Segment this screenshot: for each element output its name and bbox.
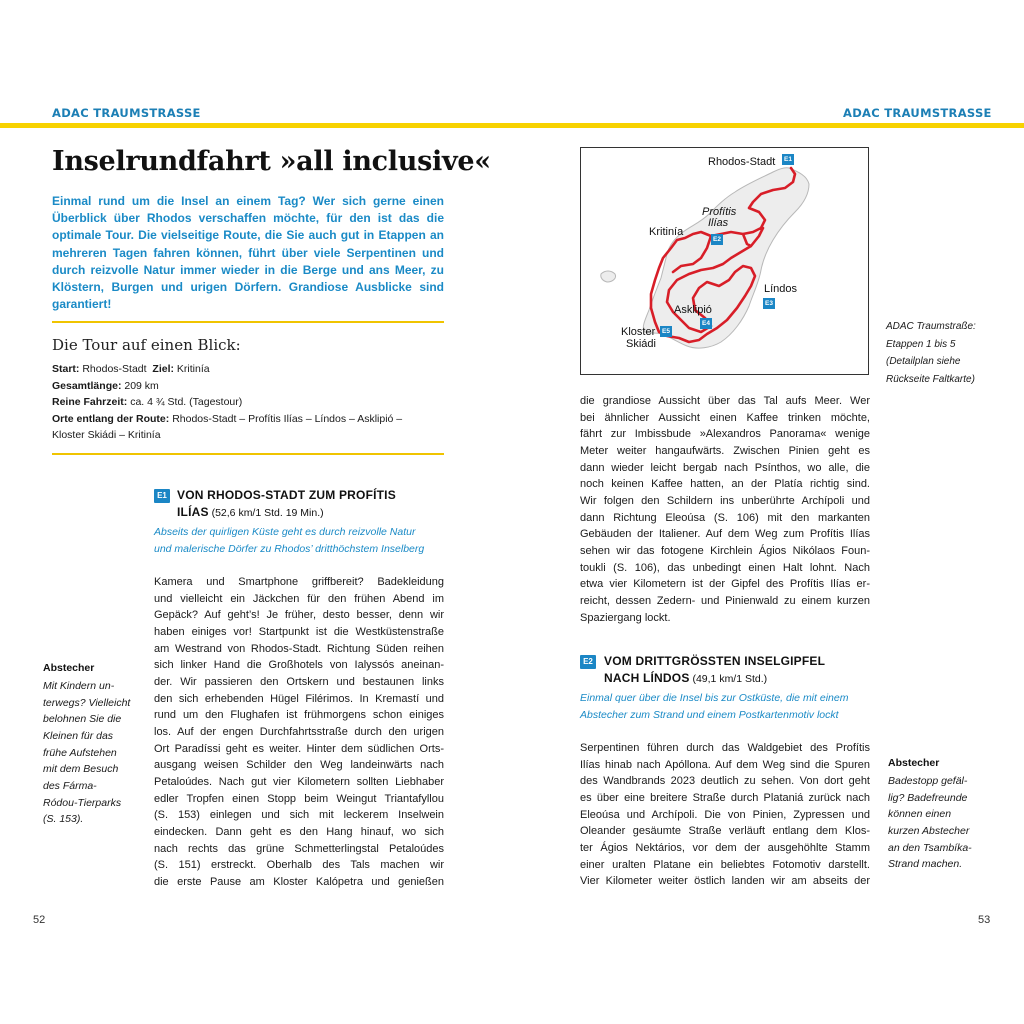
text-line: sich linker Hand die Großhotels von Ialyssós aneinan- [154, 659, 444, 672]
map-label-lindos: Líndos [764, 283, 798, 295]
side-note-left-heading: Abstecher [43, 662, 95, 674]
stage1-heading: VON RHODOS-STADT ZUM PROFÍTIS ILÍAS (52,6 km/1 Std. 19 Min.) [177, 488, 396, 519]
map-label-rhodos: Rhodos-Stadt [708, 156, 776, 168]
text-line: Kleinen für das [43, 729, 114, 742]
text-line: (S. 153) einlegen und sich mit leckerem Inselwein [154, 809, 444, 822]
text-line: (S. 151) erstreckt. Oberhalb des Tals machen wir [154, 859, 444, 872]
text-line: dann wieder leicht bergab nach Psínthos, wo alle, die [580, 461, 870, 474]
route-map-graphic [581, 148, 868, 374]
stage2-heading: VOM DRITTGRÖSSTEN INSELGIPFEL NACH LÍNDOS (49,1 km/1 Std.) [604, 654, 826, 685]
text-line: der. Wir passieren den Ortskern und bestaunen links [154, 675, 444, 688]
running-header-right: ADAC TRAUMSTRASSE [843, 106, 992, 120]
text-line: edler Tropfen einen Stopp beim Weingut Triantafyllou [154, 792, 444, 805]
running-header-left: ADAC TRAUMSTRASSE [52, 106, 201, 120]
text-line: fährt zur Imbissbude »Alexandros Panorama« wenige [580, 428, 870, 441]
text-line: Serpentinen führen durch das Waldgebiet des Profítis [580, 742, 870, 754]
text-line: dann Richtung Eleoúsa (S. 106) mit den markanten [580, 511, 870, 524]
intro-paragraph: Einmal rund um die Insel an einem Tag? Wer sich gerne einen Überblick über Rhodos verschaffen möchte, für den ist das die optimale Tour. Die vielseitige Route, die Sie auch gut in Etappen an mehreren Tagen fahren können, führt über viele Serpentinen und durch reizvolle Natur immer wieder in die Berge und ans Meer, zu Klöstern, Burgen und urigen Dörfern. Grandiose Ausblicke sind garantiert! [52, 194, 444, 312]
text-line: können einen [888, 808, 952, 821]
side-note-left-text [43, 678, 130, 828]
text-line: Meter weiter hangaufwärts. Zwischen Pinien geht es [580, 444, 870, 457]
map-badge-e2: E2 [711, 234, 723, 245]
page-number-left: 52 [33, 914, 46, 926]
side-note-right-heading: Abstecher [888, 757, 940, 769]
text-line: am Westrand von Rhodos-Stadt. Richtung Süden reihen [154, 642, 444, 655]
text-line: Kamera und Smartphone griffbereit? Badekleidung [154, 576, 444, 588]
fact-places-cont: Kloster Skiádi – Kritinía [52, 429, 161, 442]
text-line: ADAC Traumstraße: [886, 321, 976, 332]
text-line: Etappen 1 bis 5 [886, 338, 956, 350]
text-line: Strand machen. [888, 858, 963, 871]
text-line: des Fárma- [43, 779, 97, 792]
stage-badge-e2: E2 [580, 655, 596, 669]
text-line: rund um den Flughafen ist frühmorgens schon einiges [154, 709, 444, 722]
page-title: Inselrundfahrt »all inclusive« [52, 146, 491, 177]
text-line: reicht, dessen Zedern- und Pinienwald zu einem kurzen [580, 594, 870, 607]
text-line: Petaloúdes. Nach gut vier Kilometern sollten Liebhaber [154, 775, 444, 788]
side-note-right-text [888, 773, 972, 873]
fact-length: Gesamtlänge: 209 km [52, 379, 159, 392]
overview-heading: Die Tour auf einen Blick: [52, 336, 241, 354]
map-label-ilias: Ilías [708, 217, 729, 229]
text-line: Spaziergang lockt. [580, 611, 671, 624]
stage1-subtitle: Abseits der quirligen Küste geht es durch reizvolle Natur und malerische Dörfer zu Rhodos’ dritthöchstem Inselberg [154, 526, 425, 555]
text-line: Ródou-Tierparks [43, 796, 122, 809]
map-badge-e1: E1 [782, 154, 794, 165]
map-label-kritinia: Kritinía [649, 226, 684, 238]
text-line: und vielleicht ein Jäckchen für den frühen Abend im [154, 592, 444, 605]
text-line: es über eine breitere Straße durch Plataniá zurück nach [580, 791, 870, 804]
text-line: den sich erhebenden Hügel Filérimos. In Kremastí und [154, 692, 444, 705]
stage2-body [580, 740, 870, 890]
text-line: Eleoúsa und Archípoli. Die von Pinien, Zypressen und [580, 808, 870, 821]
text-line: Wir folgen den Schildern ins unberührte Archípoli und [580, 494, 870, 507]
stage1-body [154, 574, 444, 890]
text-line: noch keinen Kaffee hatten, an der Platía richtig sind. [580, 478, 870, 491]
text-line: Ilías hinab nach Apóllona. Auf dem Weg sind die Spuren [580, 758, 870, 771]
overview-facts [52, 361, 444, 444]
overview-top-rule [52, 321, 444, 323]
text-line: sehen wir das fotogene Kirchlein Ágios Nikólaos Foun- [580, 544, 870, 557]
text-line: ter Ágios Nektários, vor dem der ausgehöhlte Stamm [580, 841, 870, 854]
text-line: (S. 153). [43, 813, 84, 826]
map-badge-e4: E4 [700, 318, 712, 329]
text-line: Ort Paradíssi geht es weiter. Hinter dem südlichen Orts- [154, 742, 444, 755]
text-line: lig? Badefreunde [888, 791, 968, 804]
text-line: terwegs? Vielleicht [43, 696, 131, 709]
fact-time: Reine Fahrzeit: ca. 4 ¾ Std. (Tagestour) [52, 396, 243, 409]
text-line: Mit Kindern un- [43, 680, 115, 692]
route-map [580, 147, 869, 375]
text-line: Oleander gesäumte Straße verläuft entlang dem Klos- [580, 825, 870, 838]
text-line: (Detailplan siehe [886, 356, 961, 367]
stage2-subtitle: Einmal quer über die Insel bis zur Ostküste, die mit einem Abstecher zum Strand und einem Postkartenmotiv lockt [580, 692, 849, 721]
page-number-right: 53 [978, 914, 991, 926]
text-line: bei ähnlicher Aussicht einen Kaffee trinken möchte, [580, 411, 870, 424]
text-line: eindecken. Dann geht es den Hang hinauf, wo sich [154, 825, 444, 838]
header-rule [0, 123, 1024, 128]
text-line: etwa vier Kilometern ist der Gipfel des Profítis Ilías er- [580, 578, 870, 591]
text-line: die erste Pause am Kloster Kalópetra und genießen [154, 875, 444, 888]
text-line: die grandiose Aussicht über das Tal aufs Meer. Wer [580, 395, 870, 407]
text-line: haben einiges vor! Startpunkt ist die Westküstenstraße [154, 625, 444, 638]
stage-badge-e1: E1 [154, 489, 170, 503]
text-line: kurzen Abstecher [888, 824, 970, 837]
text-line: frühe Aufstehen [43, 746, 117, 759]
text-line: Rückseite Faltkarte) [886, 373, 975, 385]
text-line: des Wandbrands 2023 deutlich zu sehen. Von dort geht [580, 775, 870, 788]
map-badge-e5: E5 [660, 326, 672, 337]
map-caption [886, 318, 976, 388]
text-line: einer uralten Platane ein beliebtes Fotomotiv darstellt. [580, 858, 870, 871]
stage1-body-continued [580, 393, 870, 626]
map-badge-e3: E3 [763, 298, 775, 309]
text-line: Vier Kilometer weiter östlich landen wir am abseits der [580, 875, 870, 888]
map-label-asklipio: Asklipió [674, 304, 712, 316]
map-label-profitis: Profítis [702, 206, 737, 218]
text-line: los. Auf der engen Durchfahrtsstraße durch den urigen [154, 725, 444, 738]
overview-bottom-rule [52, 453, 444, 455]
fact-start-end: Start: Rhodos-Stadt Ziel: Kritinía [52, 363, 210, 375]
text-line: mit dem Besuch [43, 763, 119, 776]
map-label-kloster: Kloster [621, 326, 656, 338]
text-line: Badestopp gefäl- [888, 775, 968, 787]
text-line: Gepäck? Auf geht’s! Je früher, desto besser, denn wir [154, 609, 444, 622]
text-line: toukli (S. 106), das unbedingt einen Halt lohnt. Nach [580, 561, 870, 574]
text-line: an den Tsambíka- [888, 841, 972, 854]
text-line: ausgang weisen Schilder den Weg landeinwärts nach [154, 759, 444, 772]
text-line: Gebäuden der Italiener. Auf dem Weg zum Profítis Ilías [580, 528, 870, 541]
text-line: belohnen Sie die [43, 713, 122, 726]
text-line: nach rechts das grüne Schmetterlingstal Petaloúdes [154, 842, 444, 855]
map-label-skiadi: Skiádi [626, 338, 656, 350]
fact-places: Orte entlang der Route: Rhodos-Stadt – Profítis Ilías – Líndos – Asklipió – [52, 412, 403, 425]
islet-shape [601, 271, 616, 282]
